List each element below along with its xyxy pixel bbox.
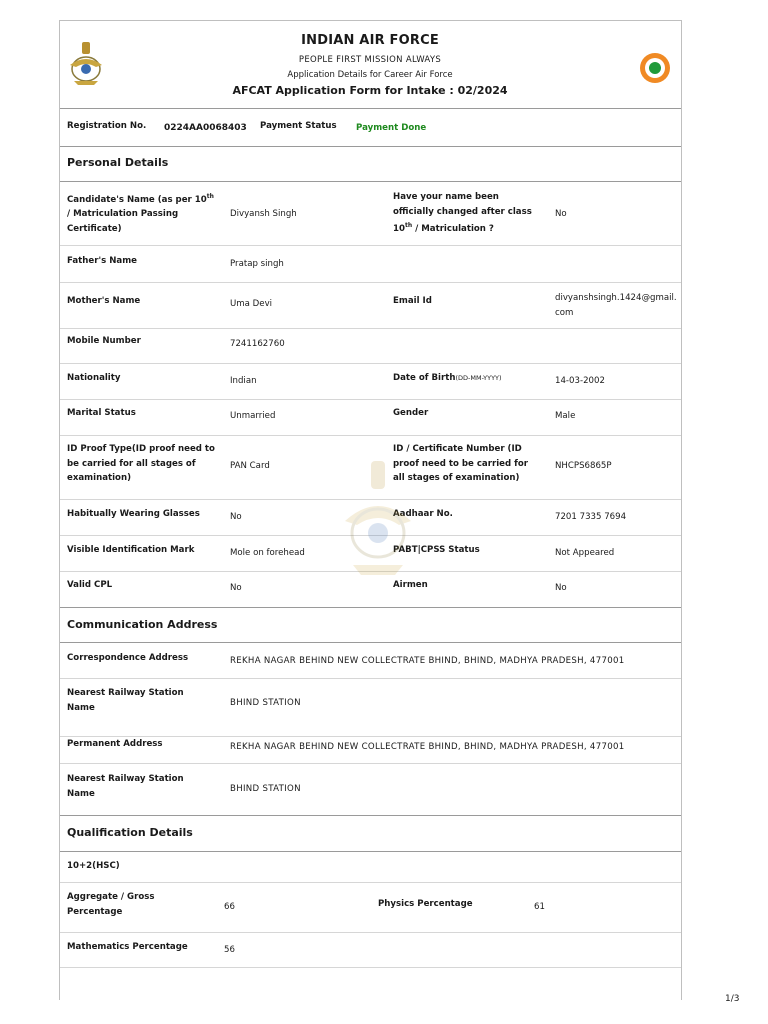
- divider: [60, 967, 681, 968]
- father-name-value: Pratap singh: [230, 259, 284, 269]
- communication-address-heading: Communication Address: [67, 618, 218, 631]
- form-title: AFCAT Application Form for Intake : 02/2024: [232, 84, 508, 97]
- divider: [60, 815, 681, 816]
- railway-station-permanent-value: BHIND STATION: [230, 784, 301, 794]
- mathematics-percentage-value: 56: [224, 945, 235, 955]
- registration-value: 0224AA0068403: [164, 123, 247, 133]
- email-label: Email Id: [393, 296, 432, 306]
- railway-station-label: Nearest Railway Station Name: [67, 688, 184, 713]
- form-header: [60, 21, 681, 109]
- permanent-address-label: Permanent Address: [67, 739, 163, 749]
- railway-station-permanent-label: Nearest Railway Station Name: [67, 774, 184, 799]
- divider: [60, 363, 681, 364]
- divider: [60, 181, 681, 182]
- gender-label: Gender: [393, 408, 429, 418]
- id-proof-type-value: PAN Card: [230, 461, 270, 471]
- candidate-name-label: Candidate's Name (as per 10th / Matriculation Passing Certificate): [67, 193, 214, 234]
- divider: [60, 328, 681, 329]
- permanent-address-value: REKHA NAGAR BEHIND NEW COLLECTRATE BHIND, BHIND, MADHYA PRADESH, 477001: [230, 742, 625, 752]
- pabt-cpss-value: Not Appeared: [555, 548, 615, 558]
- org-motto: PEOPLE FIRST MISSION ALWAYS: [298, 55, 442, 65]
- marital-status-value: Unmarried: [230, 411, 276, 421]
- page-number: 1/3: [725, 994, 740, 1004]
- divider: [60, 642, 681, 643]
- iaf-roundel-icon: [638, 51, 672, 85]
- mother-name-value: Uma Devi: [230, 299, 273, 309]
- form-subtitle: Application Details for Career Air Force: [287, 70, 453, 80]
- org-title: INDIAN AIR FORCE: [301, 33, 439, 48]
- qualification-level: 10+2(HSC): [67, 861, 120, 871]
- divider: [60, 146, 681, 147]
- payment-status-value: Payment Done: [356, 123, 427, 133]
- aggregate-percentage-label: Aggregate / Gross Percentage: [67, 892, 155, 917]
- divider: [60, 399, 681, 400]
- id-number-label: ID / Certificate Number (ID proof need to be carried for all stages of examination): [393, 444, 528, 483]
- physics-percentage-label: Physics Percentage: [378, 899, 473, 909]
- personal-details-heading: Personal Details: [67, 156, 169, 169]
- glasses-value: No: [230, 512, 242, 522]
- railway-station-value: BHIND STATION: [230, 698, 301, 708]
- watermark-emblem-icon: [343, 461, 413, 581]
- airmen-value: No: [555, 583, 567, 593]
- aadhaar-label: Aadhaar No.: [393, 509, 453, 519]
- candidate-name-value: Divyansh Singh: [230, 209, 297, 219]
- valid-cpl-label: Valid CPL: [67, 580, 113, 590]
- divider: [60, 282, 681, 283]
- correspondence-address-value: REKHA NAGAR BEHIND NEW COLLECTRATE BHIND, BHIND, MADHYA PRADESH, 477001: [230, 656, 625, 666]
- id-proof-type-label: ID Proof Type(ID proof need to be carried for all stages of examination): [67, 444, 215, 483]
- payment-status-label: Payment Status: [260, 121, 337, 131]
- gender-value: Male: [555, 411, 576, 421]
- correspondence-address-label: Correspondence Address: [67, 653, 189, 663]
- identification-mark-label: Visible Identification Mark: [67, 545, 195, 555]
- nationality-label: Nationality: [67, 373, 121, 383]
- glasses-label: Habitually Wearing Glasses: [67, 509, 200, 519]
- nationality-value: Indian: [230, 376, 257, 386]
- divider: [60, 245, 681, 246]
- valid-cpl-value: No: [230, 583, 242, 593]
- pabt-cpss-label: PABT|CPSS Status: [393, 545, 480, 555]
- divider: [60, 678, 681, 679]
- email-value: divyanshsingh.1424@gmail.com: [555, 293, 677, 318]
- divider: [60, 607, 681, 608]
- mother-name-label: Mother's Name: [67, 296, 141, 306]
- aadhaar-value: 7201 7335 7694: [555, 512, 627, 522]
- aggregate-percentage-value: 66: [224, 902, 235, 912]
- iaf-emblem-icon: [66, 39, 106, 87]
- divider: [60, 932, 681, 933]
- airmen-label: Airmen: [393, 580, 428, 590]
- divider: [60, 763, 681, 764]
- dob-label: Date of Birth(DD-MM-YYYY): [393, 373, 502, 383]
- mobile-label: Mobile Number: [67, 336, 141, 346]
- physics-percentage-value: 61: [534, 902, 545, 912]
- mathematics-percentage-label: Mathematics Percentage: [67, 942, 188, 952]
- id-number-value: NHCPS6865P: [555, 461, 612, 471]
- father-name-label: Father's Name: [67, 256, 137, 266]
- name-changed-value: No: [555, 209, 567, 219]
- application-page: [59, 20, 682, 1000]
- divider: [60, 882, 681, 883]
- marital-status-label: Marital Status: [67, 408, 136, 418]
- divider: [60, 851, 681, 852]
- mobile-value: 7241162760: [230, 339, 285, 349]
- divider: [60, 435, 681, 436]
- qualification-details-heading: Qualification Details: [67, 826, 193, 839]
- registration-label: Registration No.: [67, 121, 147, 131]
- identification-mark-value: Mole on forehead: [230, 548, 305, 558]
- dob-value: 14-03-2002: [555, 376, 605, 386]
- name-changed-label: Have your name been officially changed after class 10th / Matriculation ?: [393, 192, 532, 234]
